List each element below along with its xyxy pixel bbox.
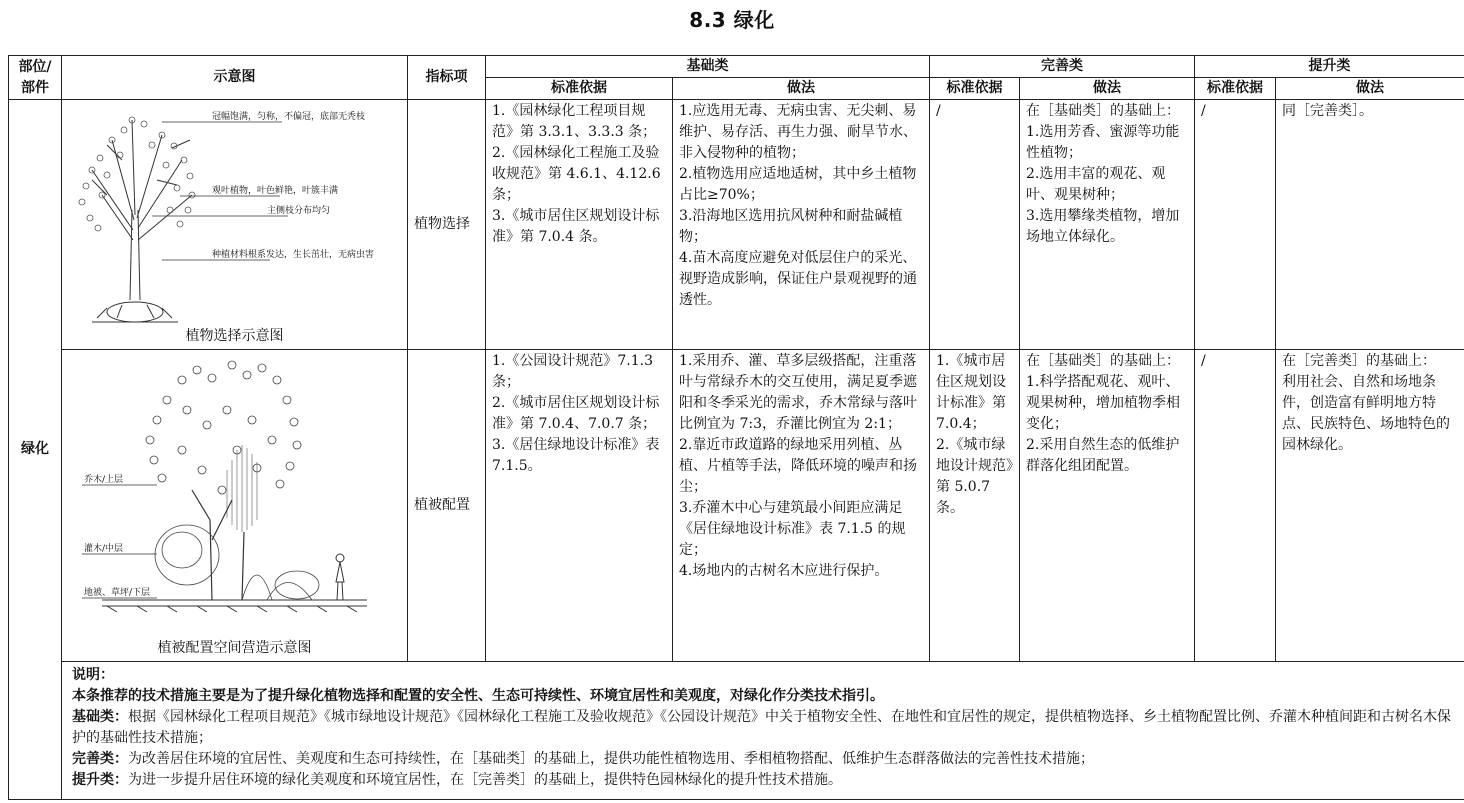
header-improve-method: 做法 [1020,78,1195,100]
upgrade-method-cell: 同［完善类］。 [1276,100,1464,350]
improve-basis-cell: / [930,100,1020,350]
plant-selection-caption: 植物选择示意图 [185,328,284,344]
header-improve: 完善类 [930,56,1195,78]
table-row [9,350,1464,662]
shrub-layer [155,525,319,600]
region-label: 绿化 [9,100,62,800]
tree-label-branches: 主侧枝分布均匀 [267,206,331,216]
basic-method-cell: 1.应选用无毒、无病虫害、无尖刺、易维护、易存活、再生力强、耐旱节水、非入侵物种的植物； 2.植物选用应适地适树，其中乡土植物占比≥70%； 3.沿海地区选用抗风树种和耐盐碱植物； 4.苗木高度应避免对低层住户的采光、视野造成影响，保证住户景观视野的通透性。 [673,100,930,350]
basic-method-cell: 1.采用乔、灌、草多层级搭配，注重落叶与常绿乔木的交互使用，满足夏季遮阳和冬季采光的需求，乔木常绿与落叶比例宜为 7:3，乔灌比例宜为 2:1； 2.靠近市政道路的绿地采用列植、丛植、片植等手法，降低环境的噪声和扬尘； 3.乔灌木中心与建筑最小间距应满足《居住绿地设计标准》表 7.1.5 的规定； 4.场地内的古树名木应进行保护。 [673,350,930,662]
header-improve-basis: 标准依据 [930,78,1020,100]
basic-basis-cell: 1.《园林绿化工程项目规范》第 3.3.1、3.3.3 条； 2.《园林绿化工程施工及验收规范》第 4.6.1、4.12.6 条； 3.《城市居住区规划设计标准》第 7.0.4 条。 [486,100,673,350]
notes-row [9,662,1464,800]
layer-label-tree: 乔木/上层 [84,475,124,485]
header-upgrade-basis: 标准依据 [1195,78,1276,100]
tree-label-crown: 冠幅饱满，匀称，不偏冠，底部无秃枝 [212,112,366,122]
improve-method-cell: 在［基础类］的基础上： 1.科学搭配观花、观叶、观果树种，增加植物季相变化； 2.采用自然生态的低维护群落化组团配置。 [1020,350,1195,662]
layer-label-shrub: 灌木/中层 [84,544,124,554]
person-figure [336,554,344,600]
notes-upgrade: 提升类：为进一步提升居住环境的绿化美观度和环境宜居性，在［完善类］的基础上，提供特色园林绿化的提升性技术措施。 [72,772,842,788]
improve-method-cell: 在［基础类］的基础上： 1.选用芳香、蜜源等功能性植物； 2.选用丰富的观花、观叶、观果树种； 3.选用攀缘类植物，增加场地立体绿化。 [1020,100,1195,350]
tree-label-roots: 种植材料根系发达，生长茁壮，无病虫害 [212,250,375,260]
header-upgrade: 提升类 [1195,56,1464,78]
tree-label-foliage: 观叶植物，叶色鲜艳，叶簇丰满 [212,186,339,196]
header-upgrade-method: 做法 [1276,78,1464,100]
notes-basic: 基础类：根据《园林绿化工程项目规范》《城市绿地设计规范》《园林绿化工程施工及验收规范》《公园设计规范》中关于植物安全性、在地性和宜居性的规定，提供植物选择、乡土植物配置比例、乔灌木种植间距和古树名木保护的基础性技术措施； [72,709,1451,746]
notes-heading: 说明： [72,667,114,683]
upgrade-basis-cell: / [1195,350,1276,662]
vegetation-config-figure [62,350,408,662]
basic-basis-cell: 1.《公园设计规范》7.1.3 条； 2.《城市居住区规划设计标准》第 7.0.4、7.0.7 条； 3.《居住绿地设计标准》表 7.1.5。 [486,350,673,662]
notes-cell [62,662,1464,800]
foliage-texture [79,117,195,231]
header-part: 部位/ 部件 [9,56,62,100]
tree-canopy [146,361,301,494]
table-row [9,100,1464,350]
layered-planting-illustration [62,350,408,638]
header-basic-method: 做法 [673,78,930,100]
tree-diagram-illustration [62,100,408,326]
notes-summary: 本条推荐的技术措施主要是为了提升绿化植物选择和配置的安全性、生态可持续性、环境宜居性和美观度，对绿化作分类技术指引。 [72,688,884,704]
greening-standards-table [8,55,1464,800]
layer-label-ground: 地被、草坪/下层 [84,588,151,598]
vegetation-config-caption: 植被配置空间营造示意图 [157,640,312,656]
improve-basis-cell: 1.《城市居住区规划设计标准》第 7.0.4； 2.《城市绿地设计规范》第 5.0.7 条。 [930,350,1020,662]
plant-selection-figure [62,100,408,350]
page-title: 8.3 绿化 [689,8,775,32]
header-indicator: 指标项 [408,56,486,100]
upgrade-basis-cell: / [1195,100,1276,350]
header-basic-basis: 标准依据 [486,78,673,100]
header-row-top [9,56,1464,78]
header-diagram: 示意图 [62,56,408,100]
indicator-plant-selection: 植物选择 [408,100,486,350]
header-basic: 基础类 [486,56,930,78]
upgrade-method-cell: 在［完善类］的基础上： 利用社会、自然和场地条件，创造富有鲜明地方特点、民族特色、场地特色的园林绿化。 [1276,350,1464,662]
indicator-vegetation-config: 植被配置 [408,350,486,662]
hatched-tree [227,445,257,532]
notes-improve: 完善类：为改善居住环境的宜居性、美观度和生态可持续性，在［基础类］的基础上，提供功能性植物选用、季相植物搭配、低维护生态群落做法的完善性技术措施； [72,751,1094,767]
